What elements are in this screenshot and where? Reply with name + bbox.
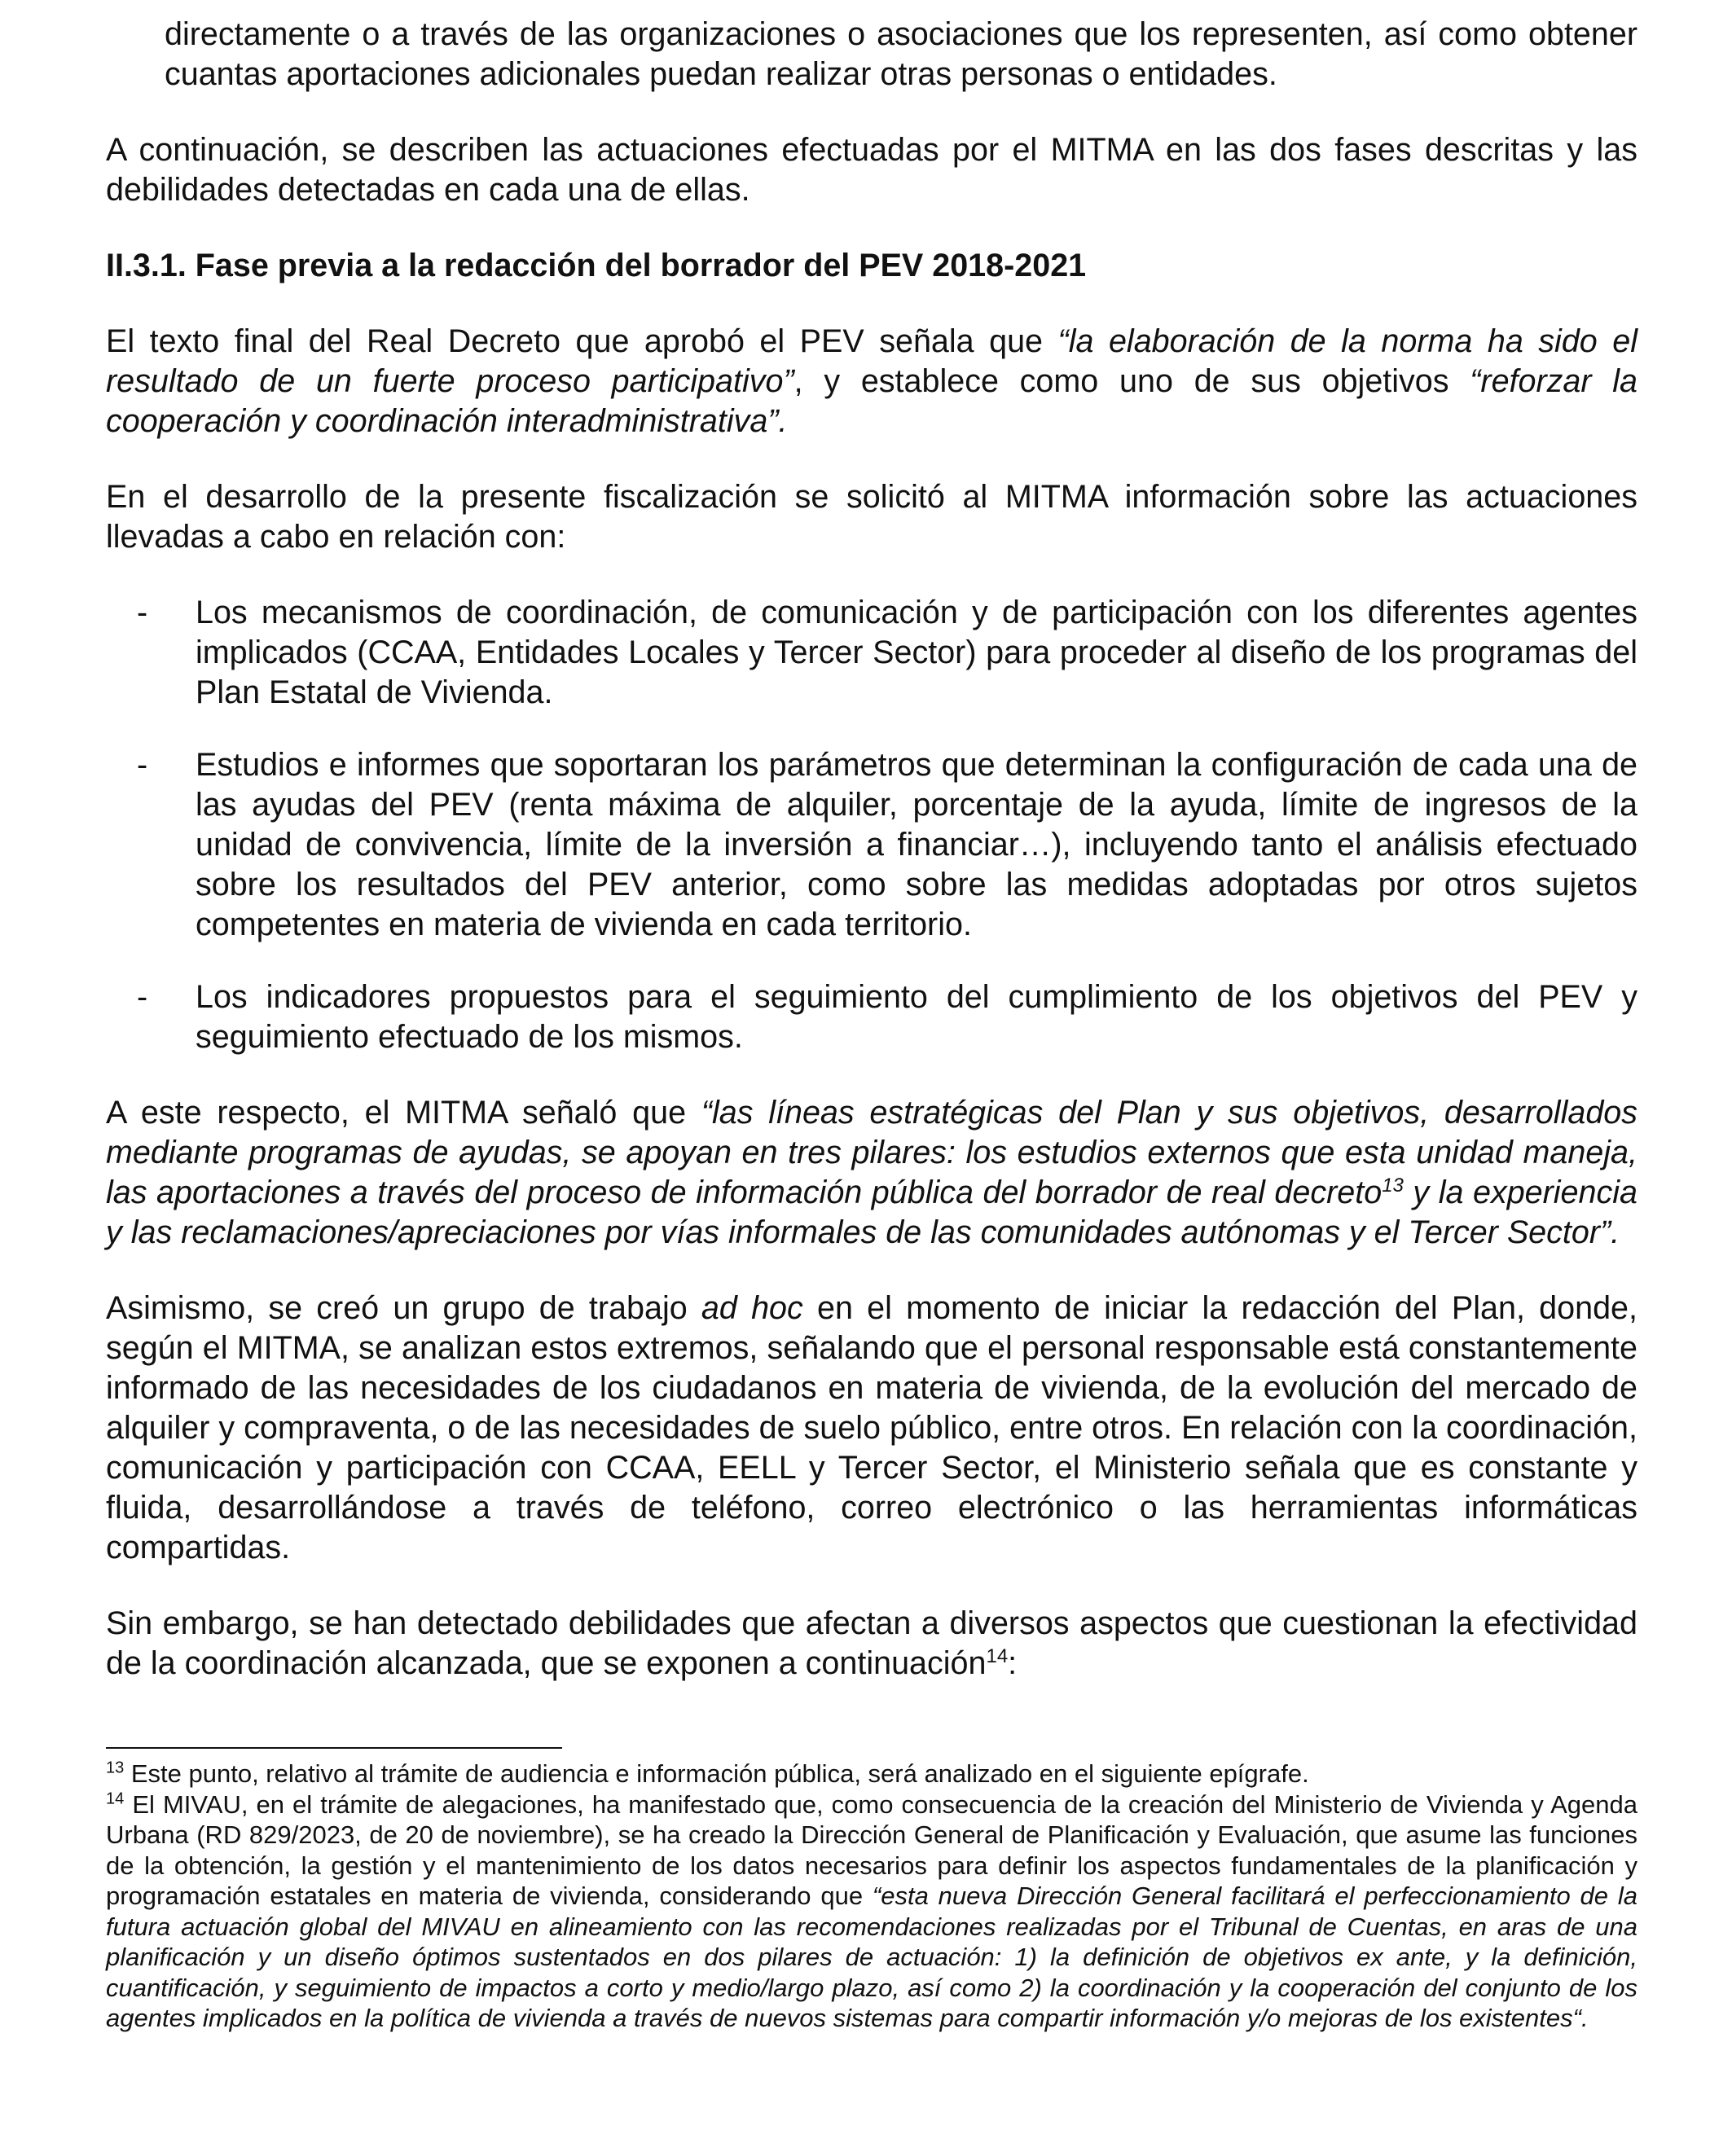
- text-run: en el momento de iniciar la redacción del Plan, donde, según el MITMA, se analizan estos extremos, señalando que el personal responsable está constantemente informado de las necesidades de los ciudadanos en materia de vivienda, de la evolución del mercado de alquiler y compraventa, o de las necesidades de suelo público, entre otros. En relación con la coordinación, comunicación y participación con CCAA, EELL y Tercer Sector, el Ministerio señala que es constante y fluida, desarrollándose a través de teléfono, correo electrónico o las herramientas informáticas compartidas.: [106, 1290, 1637, 1565]
- paragraph-sin-embargo: [106, 1604, 1637, 1684]
- text-run: A este respecto, el MITMA señaló que: [106, 1095, 701, 1131]
- footnote-text: El MIVAU, en el trámite de alegaciones, ha manifestado que, como consecuencia de la creación del Ministerio de Vivienda y Agenda Urbana (RD 829/2023, de 20 de noviembre), se ha creado la Dirección General de Planificación y Evaluación, que asume las funciones de la obtención, la gestión y el mantenimiento de los datos necesarios para definir los aspectos fundamentales de la planificación y programación estatales en materia de vivienda, considerando que: [106, 1789, 1637, 1910]
- text-run: Sin embargo, se han detectado debilidades que afectan a diversos aspectos que cuestionan la efectividad de la coordinación alcanzada, que se exponen a continuación: [106, 1605, 1637, 1681]
- text-run: , y establece como uno de sus objetivos: [793, 363, 1470, 399]
- paragraph-texto-final: [106, 322, 1637, 441]
- footnote-text: Este punto, relativo al trámite de audiencia e información pública, será analizado en el siguiente epígrafe.: [124, 1759, 1309, 1788]
- footnote-number: 13: [106, 1759, 125, 1777]
- bullet-item: [106, 977, 1637, 1057]
- section-heading: II.3.1. Fase previa a la redacción del borrador del PEV 2018-2021: [106, 248, 1087, 283]
- footnote-ref-13[interactable]: [1382, 1175, 1404, 1197]
- bullet-text: Estudios e informes que soportaran los parámetros que determinan la configuración de cada una de las ayudas del PEV (renta máxima de alquiler, porcentaje de la ayuda, límite de ingresos de la unidad de convivencia, límite de la inversión a financiar…), incluyendo tanto el análisis efectuado sobre los resultados del PEV anterior, como sobre las medidas adoptadas por otros sujetos competentes en materia de vivienda en cada territorio.: [196, 747, 1637, 942]
- footnote-quote: “esta nueva Dirección General facilitará el perfeccionamiento de la futura actuación global del MIVAU en alineamiento con las recomendaciones realizadas por el Tribunal de Cuentas, en aras de una planificación y un diseño óptimos sustentados en dos pilares de actuación: 1) la definición de objetivos ex ante, y la definición, cuantificación, y seguimiento de impactos a corto y medio/largo plazo, así como 2) la coordinación y la cooperación del conjunto de los agentes implicados en la política de vivienda a través de nuevos sistemas para compartir información y/o mejoras de los existentes“.: [106, 1882, 1638, 2032]
- bullet-text: Los indicadores propuestos para el seguimiento del cumplimiento de los objetivos del PEV y seguimiento efectuado de los mismos.: [196, 979, 1637, 1055]
- footnote-ref-14[interactable]: 14: [986, 1644, 1009, 1667]
- bullet-dash: -: [137, 747, 148, 783]
- footnote-separator: [106, 1747, 562, 1749]
- paragraph-desarrollo: En el desarrollo de la presente fiscalización se solicitó al MITMA información sobre las actuaciones llevadas a cabo en relación con:: [106, 479, 1637, 555]
- quote-run: y la experiencia y las reclamaciones/apreciaciones por vías informales de las comunidades autónomas y el Tercer Sector”.: [106, 1175, 1637, 1250]
- footnote-13: [106, 1759, 1637, 1789]
- quote-run: “la elaboración de la norma ha sido el resultado de un fuerte proceso participativo”: [106, 323, 1638, 399]
- document-page: [106, 15, 1637, 2034]
- latin-term: ad hoc: [701, 1290, 803, 1326]
- intro-continuation: directamente o a través de las organizaciones o asociaciones que los representen, así como obtener cuantas aportaciones adicionales puedan realizar otras personas o entidades.: [165, 16, 1637, 92]
- bullet-text: Los mecanismos de coordinación, de comunicación y de participación con los diferentes agentes implicados (CCAA, Entidades Locales y Tercer Sector) para proceder al diseño de los programas del Plan Estatal de Vivienda.: [196, 595, 1637, 710]
- bullet-list: [106, 593, 1637, 1057]
- quote-run: “reforzar la cooperación y coordinación interadministrativa”.: [106, 363, 1638, 439]
- paragraph-asimismo: [106, 1289, 1637, 1568]
- footnote-number: 14: [106, 1789, 125, 1808]
- text-run: Asimismo, se creó un grupo de trabajo: [106, 1290, 701, 1326]
- bullet-item: [106, 593, 1637, 713]
- bullet-dash: -: [137, 979, 148, 1015]
- paragraph-respecto: [106, 1093, 1637, 1253]
- bullet-dash: -: [137, 595, 148, 630]
- bullet-item: [106, 745, 1637, 945]
- paragraph-actuaciones: A continuación, se describen las actuaciones efectuadas por el MITMA en las dos fases descritas y las debilidades detectadas en cada una de ellas.: [106, 132, 1637, 208]
- footnote-14: [106, 1789, 1637, 2034]
- text-run: :: [1008, 1645, 1018, 1681]
- footnote-ref-number: 13: [1382, 1174, 1404, 1197]
- quote-run: “las líneas estratégicas del Plan y sus objetivos, desarrollados mediante programas de ayudas, se apoyan en tres pilares: los estudios externos que esta unidad maneja, las aportaciones a través del proceso de información pública del borrador de real decreto: [106, 1095, 1638, 1210]
- text-run: El texto final del Real Decreto que aprobó el PEV señala que: [106, 323, 1058, 359]
